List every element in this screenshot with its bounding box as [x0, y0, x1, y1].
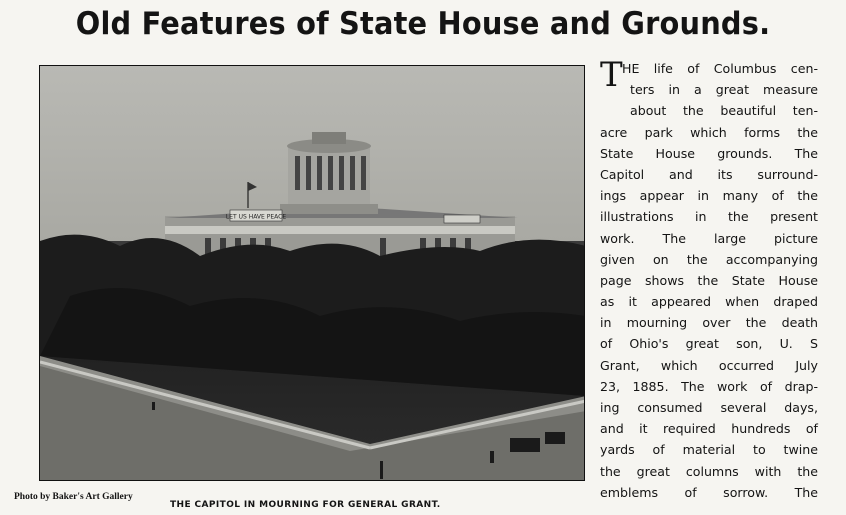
article-line: in mourning over the death	[600, 315, 818, 331]
article-line: and it required hundreds of	[600, 421, 818, 437]
article-line: yards of material to twine	[600, 442, 818, 458]
article-line: 23, 1885. The work of drap-	[600, 378, 818, 394]
article-line: ing consumed several days,	[600, 400, 818, 415]
capitol-photo	[39, 65, 585, 481]
article-line: ings appear in many of the	[600, 188, 818, 204]
article-line: about the beautiful ten-	[630, 103, 818, 119]
page-title: Old Features of State House and Grounds.	[75, 6, 771, 42]
article-line: of Ohio's great son, U. S	[600, 336, 818, 352]
article-line: work. The large picture	[600, 230, 818, 246]
article-line: the great columns with the	[600, 463, 818, 479]
article-line: emblems of sorrow. The	[600, 484, 818, 500]
photo-caption: THE CAPITOL IN MOURNING FOR GENERAL GRANT.	[170, 500, 441, 510]
article-line: State House grounds. The	[600, 145, 818, 161]
article-line: acre park which forms the	[600, 124, 818, 140]
article-text	[600, 55, 818, 503]
article-line: Grant, which occurred July	[600, 357, 818, 373]
article-line: as it appeared when draped	[600, 294, 818, 310]
drop-cap: T	[600, 55, 623, 95]
article-line: ters in a great measure	[630, 82, 818, 98]
article-line: illustrations in the present	[600, 209, 818, 225]
article-line: given on the accompanying	[600, 251, 818, 267]
article-line: T HE life of Columbus cen-	[600, 55, 818, 95]
banner-text: LET US HAVE PEACE	[225, 213, 287, 221]
article-line: Capitol and its surround-	[600, 166, 818, 182]
article-line: page shows the State House	[600, 272, 818, 288]
photo-credit: Photo by Baker's Art Gallery	[14, 492, 133, 502]
